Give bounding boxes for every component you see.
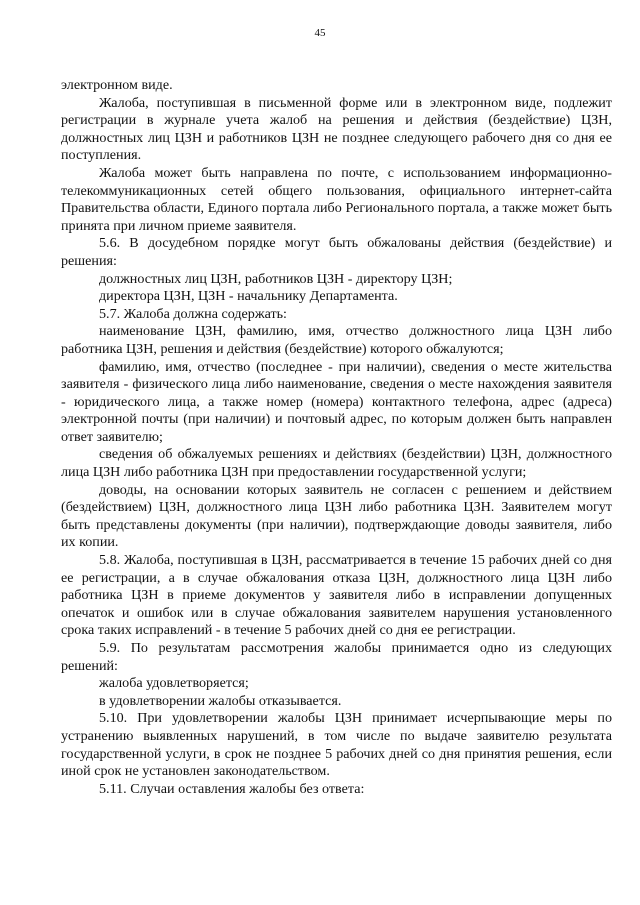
paragraph: доводы, на основании которых заявитель не согласен с решением и действием (бездействием) ЦЗН, должностного лица ЦЗН либо работника ЦЗН. Заявителем могут быть представлены документы (при наличии), подтверждающие доводы заявителя, либо их копии. bbox=[61, 481, 612, 551]
document-body bbox=[61, 77, 612, 798]
paragraph: электронном виде. bbox=[61, 77, 173, 93]
paragraph: 5.6. В досудебном порядке могут быть обжалованы действия (бездействие) и решения: bbox=[61, 235, 612, 269]
paragraph: 5.9. По результатам рассмотрения жалобы принимается одно из следующих решений: bbox=[61, 640, 612, 674]
page-number: 45 bbox=[314, 27, 326, 39]
paragraph: директора ЦЗН, ЦЗН - начальнику Департамента. bbox=[99, 288, 398, 305]
paragraph: 5.7. Жалоба должна содержать: bbox=[99, 305, 287, 322]
paragraph: Жалоба, поступившая в письменной форме или в электронном виде, подлежит регистрации в журнале учета жалоб на решения и действия (бездействие) ЦЗН, должностных лиц ЦЗН и работников ЦЗН не позднее следующего рабочего дня со дня ее поступления. bbox=[61, 94, 612, 164]
paragraph: сведения об обжалуемых решениях и действиях (бездействии) ЦЗН, должностного лица ЦЗН либо работника ЦЗН при предоставлении государственной услуги; bbox=[61, 446, 612, 481]
paragraph: наименование ЦЗН, фамилию, имя, отчество должностного лица ЦЗН либо работника ЦЗН, решения и действия (бездействие) которого обжалуются; bbox=[61, 323, 612, 357]
paragraph: 5.11. Случаи оставления жалобы без ответа: bbox=[99, 780, 365, 797]
paragraph: жалоба удовлетворяется; bbox=[99, 675, 249, 692]
paragraph: фамилию, имя, отчество (последнее - при наличии), сведения о месте жительства заявителя - физического лица либо наименование, сведения о месте нахождения заявителя - юридического лица, а также номер (номера) контактного телефона, адрес (адреса) электронной почты (при наличии) и почтовый адрес, по которым должен быть направлен ответ заявителю; bbox=[61, 358, 612, 445]
paragraph: 5.8. Жалоба, поступившая в ЦЗН, рассматривается в течение 15 рабочих дней со дня ее регистрации, а в случае обжалования отказа ЦЗН, должностного лица ЦЗН либо работника ЦЗН в приеме документов у заявителя либо в исправлении допущенных опечаток и ошибок или в случае обжалования заявителем нарушения установленного срока таких исправлений - в течение 5 рабочих дней со дня ее регистрации. bbox=[61, 552, 612, 639]
paragraph: должностных лиц ЦЗН, работников ЦЗН - директору ЦЗН; bbox=[99, 270, 453, 287]
paragraph: в удовлетворении жалобы отказывается. bbox=[99, 692, 342, 709]
paragraph: Жалоба может быть направлена по почте, с использованием информационно-телекоммуникационных сетей общего пользования, официального интернет-сайта Правительства области, Единого портала либо Регионального портала, а также может быть принята при личном приеме заявителя. bbox=[61, 164, 612, 234]
paragraph: 5.10. При удовлетворении жалобы ЦЗН принимает исчерпывающие меры по устранению выявленных нарушений, в том числе по выдаче заявителю результата государственной услуги, в срок не позднее 5 рабочих дней со дня принятия решения, если иной срок не установлен законодательством. bbox=[61, 710, 612, 780]
